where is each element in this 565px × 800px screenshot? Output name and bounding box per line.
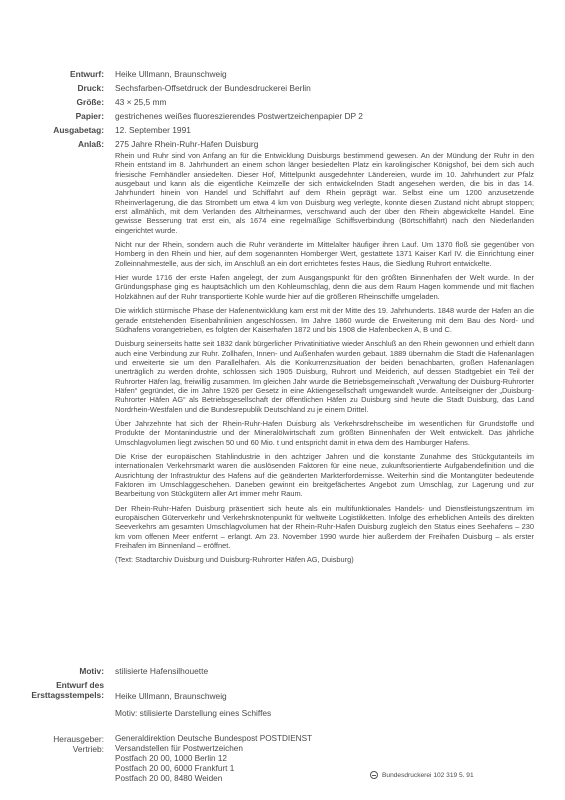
detail-label: Druck: xyxy=(77,83,104,93)
body-paragraph: Nicht nur der Rhein, sondern auch die Ruhr veränderte im Mittelalter häufiger ihren Lauf. Um 1370 floß sie gegenüber von Homberg in den Rhein und hier, auf dem sogenannten Homberger Wert, gestattete 1371 Kaiser Karl IV. die Einrichtung einer Zolleinnahmestelle, aus der sich, im Anschluß an ein dort errichtetes festes Haus, die Siedlung Ruhrort entwickelte. xyxy=(115,240,534,268)
body-text xyxy=(115,151,534,570)
detail-row-druck xyxy=(0,83,565,93)
printer-imprint xyxy=(370,771,474,779)
body-paragraph: Über Jahrzehnte hat sich der Rhein-Ruhr-Hafen Duisburg als Verkehrsdrehscheibe im wesentlichen für Grundstoffe und Produkte der Montanindustrie und der Mineralölwirtschaft zum größten Binnenhafen der Welt entwickelt. Das jährliche Umschlagvolumen liegt zwischen 50 und 60 Mio. t und entspricht damit in etwa dem des Hamburger Hafens. xyxy=(115,418,534,447)
detail-row-ausgabetag xyxy=(0,125,565,135)
erst-label-line2: Ersttagsstempels: xyxy=(31,690,104,700)
text-source-note: (Text: Stadtarchiv Duisburg und Duisburg-Ruhrorter Häfen AG, Duisburg) xyxy=(115,555,354,565)
detail-row-papier xyxy=(0,111,565,121)
erst-label-line1: Entwurf des xyxy=(56,680,104,690)
detail-value: 275 Jahre Rhein-Ruhr-Hafen Duisburg xyxy=(115,139,259,149)
publisher-label: Herausgeber: xyxy=(53,734,104,744)
body-paragraph: Der Rhein-Ruhr-Hafen Duisburg präsentiert sich heute als ein multifunktionales Handels- und Dienstleistungszentrum im europäischen Güterverkehr und Verkehrsknotenpunkt für weltweite Logistikketten. Infolge des erheblichen Anteils des direkten Seeverkehrs am gesamten Umschlagvolumen hat der Rhein-Ruhr-Hafen Duisburg zugleich den Status eines Seehafens – 230 km vom offenen Meer entfernt – erlangt. Am 23. November 1990 wurde hier außerdem der Freihafen Duisburg – als erster Freihafen im Binnenland – eröffnet. xyxy=(115,503,534,551)
detail-row-motiv xyxy=(0,666,565,676)
detail-label: Anlaß: xyxy=(77,139,104,149)
detail-row-groesse xyxy=(0,97,565,107)
publisher-line: Generaldirektion Deutsche Bundespost POSTDIENST xyxy=(115,734,313,743)
detail-value: Sechsfarben-Offsetdruck der Bundesdruckerei Berlin xyxy=(115,83,311,93)
bundesdruckerei-logo-icon xyxy=(370,771,378,779)
detail-value: gestrichenes weißes fluoreszierendes Postwertzeichenpapier DP 2 xyxy=(115,111,363,121)
detail-row-anlass xyxy=(0,139,565,149)
erst-designer: Heike Ullmann, Braunschweig xyxy=(115,691,227,701)
publisher-line: Postfach 20 00, 6000 Frankfurt 1 xyxy=(115,764,235,773)
detail-value: 12. September 1991 xyxy=(115,125,191,135)
detail-label: Motiv: xyxy=(79,666,104,676)
detail-value: 43 × 25,5 mm xyxy=(115,97,167,107)
detail-label: Größe: xyxy=(76,97,104,107)
detail-label: Papier: xyxy=(75,111,104,121)
detail-value: stilisierte Hafensilhouette xyxy=(115,666,209,676)
detail-row-entwurf xyxy=(0,69,565,79)
body-paragraph: Die Krise der europäischen Stahlindustrie in den achtziger Jahren und die konstante Zunahme des Stückgutanteils im internationalen Verkehrsmarkt waren die auslösenden Faktoren für eine neue, zukunftsorientierte Aufgabendefinition und die Ausrichtung der Infrastruktur des Hafens auf die geänderten Markterfordernisse. Weiterhin sind die Montangüter bedeutende Faktoren im Umschlaggeschehen. Daneben gewinnt ein breitgefächertes Angebot zum Umschlag, zur Lagerung und zur Bearbeitung von Stückgütern aller Art immer mehr Raum. xyxy=(115,451,534,499)
body-paragraph: Duisburg seinerseits hatte seit 1832 dank bürgerlicher Privatinitiative wieder Anschluß an den Rhein gewonnen und erhielt dann auch eine Verbindung zur Ruhr. Zollhafen, Innen- und Außenhafen wurden gebaut. 1889 übernahm die Stadt die Hafenanlagen und erweiterte sie um den Parallelhafen. Als die Konkurrenzsituation der beiden benachbarten, großen Hafenanlagen unerträglich zu werden drohte, schlossen sich 1905 Duisburg, Ruhrort und Meiderich, auf dessen Stadtgebiet ein Teil der Ruhrorter Häfen lag, freiwillig zusammen. Im gleichen Jahr wurde die Betriebsgemeinschaft „Verwaltung der Duisburg-Ruhrorter Häfen“ gegründet, die im Jahre 1926 per Gesetz in eine Aktiengesellschaft umgewandelt wurde. Anteilseigner der „Duisburg-Ruhrorter Häfen AG“ als Betriebsgesellschaft der öffentlichen Häfen zu Duisburg sind heute die Stadt Duisburg, das Land Nordrhein-Westfalen und die Bundesrepublik Deutschland zu je einem Drittel. xyxy=(115,339,534,414)
detail-label: Entwurf: xyxy=(70,69,104,79)
distributor-label: Vertrieb: xyxy=(72,744,104,754)
publisher-line: Postfach 20 00, 8480 Weiden xyxy=(115,774,223,783)
body-paragraph: Hier wurde 1716 der erste Hafen angelegt, der zum Ausgangspunkt für den größten Binnenhafen der Welt wurde. In der Gründungsphase ging es hauptsächlich um den Kohleumschlag, denn die aus dem Raum Hagen kommende und mit flachen Holzkähnen auf der Ruhr transportierte Kohle wurde hier auf die größeren Rheinschiffe umgeladen. xyxy=(115,273,534,301)
printer-imprint-text: Bundesdruckerei 102 319 5. 91 xyxy=(382,771,474,779)
erst-motiv: Motiv: stilisierte Darstellung eines Schiffes xyxy=(115,708,272,718)
detail-value: Heike Ullmann, Braunschweig xyxy=(115,69,227,79)
publisher-line: Postfach 20 00, 1000 Berlin 12 xyxy=(115,754,227,763)
body-paragraph: Die wirklich stürmische Phase der Hafenentwicklung kam erst mit der Mitte des 19. Jahrhunderts. 1848 wurde der Hafen an die gerade entstehenden Eisenbahnlinien angeschlossen. Im Jahre 1860 wurde die Erweiterung mit dem Bau des Nord- und Südhafens vorangetrieben, es folgten der Kaiserhafen 1872 und bis 1908 die Hafenbecken A, B und C. xyxy=(115,306,534,334)
body-paragraph: Rhein und Ruhr sind von Anfang an für die Entwicklung Duisburgs bestimmend gewesen. An der Mündung der Ruhr in den Rhein entstand im 8. Jahrhundert an einem schon länger besiedelten Platz ein karolingischer Königshof, bei dem sich auch friesische Fernhändler ansiedelten. Dieser Hof, Mittelpunkt ausgedehnter Ländereien, wurde im 10. Jahrhundert zur Pfalz ausgebaut und kann als die eigentliche Keimzelle der sich entwickelnden Stadt angesehen werden, die bis in das 14. Jahrhundert hinein von Handel und Schiffahrt auf dem Rhein geprägt war. Selbst eine um 1200 anzusetzende Rheinverlagerung, die das Strombett um etwa 4 km von Duisburg weg verlegte, konnte diesen Zustand nicht abrupt stoppen; erst allmählich, mit dem Verlanden des Altrheinarmes, verschwand auch der über den Rhein abgewickelte Handel. Eine gewisse Besserung trat erst ein, als 1674 eine regelmäßige Schiffsverbindung (Börtschiffahrt) nach den Niederlanden eingerichtet wurde. xyxy=(115,151,534,235)
detail-label: Ausgabetag: xyxy=(53,125,104,135)
publisher-line: Versandstellen für Postwertzeichen xyxy=(115,744,243,753)
